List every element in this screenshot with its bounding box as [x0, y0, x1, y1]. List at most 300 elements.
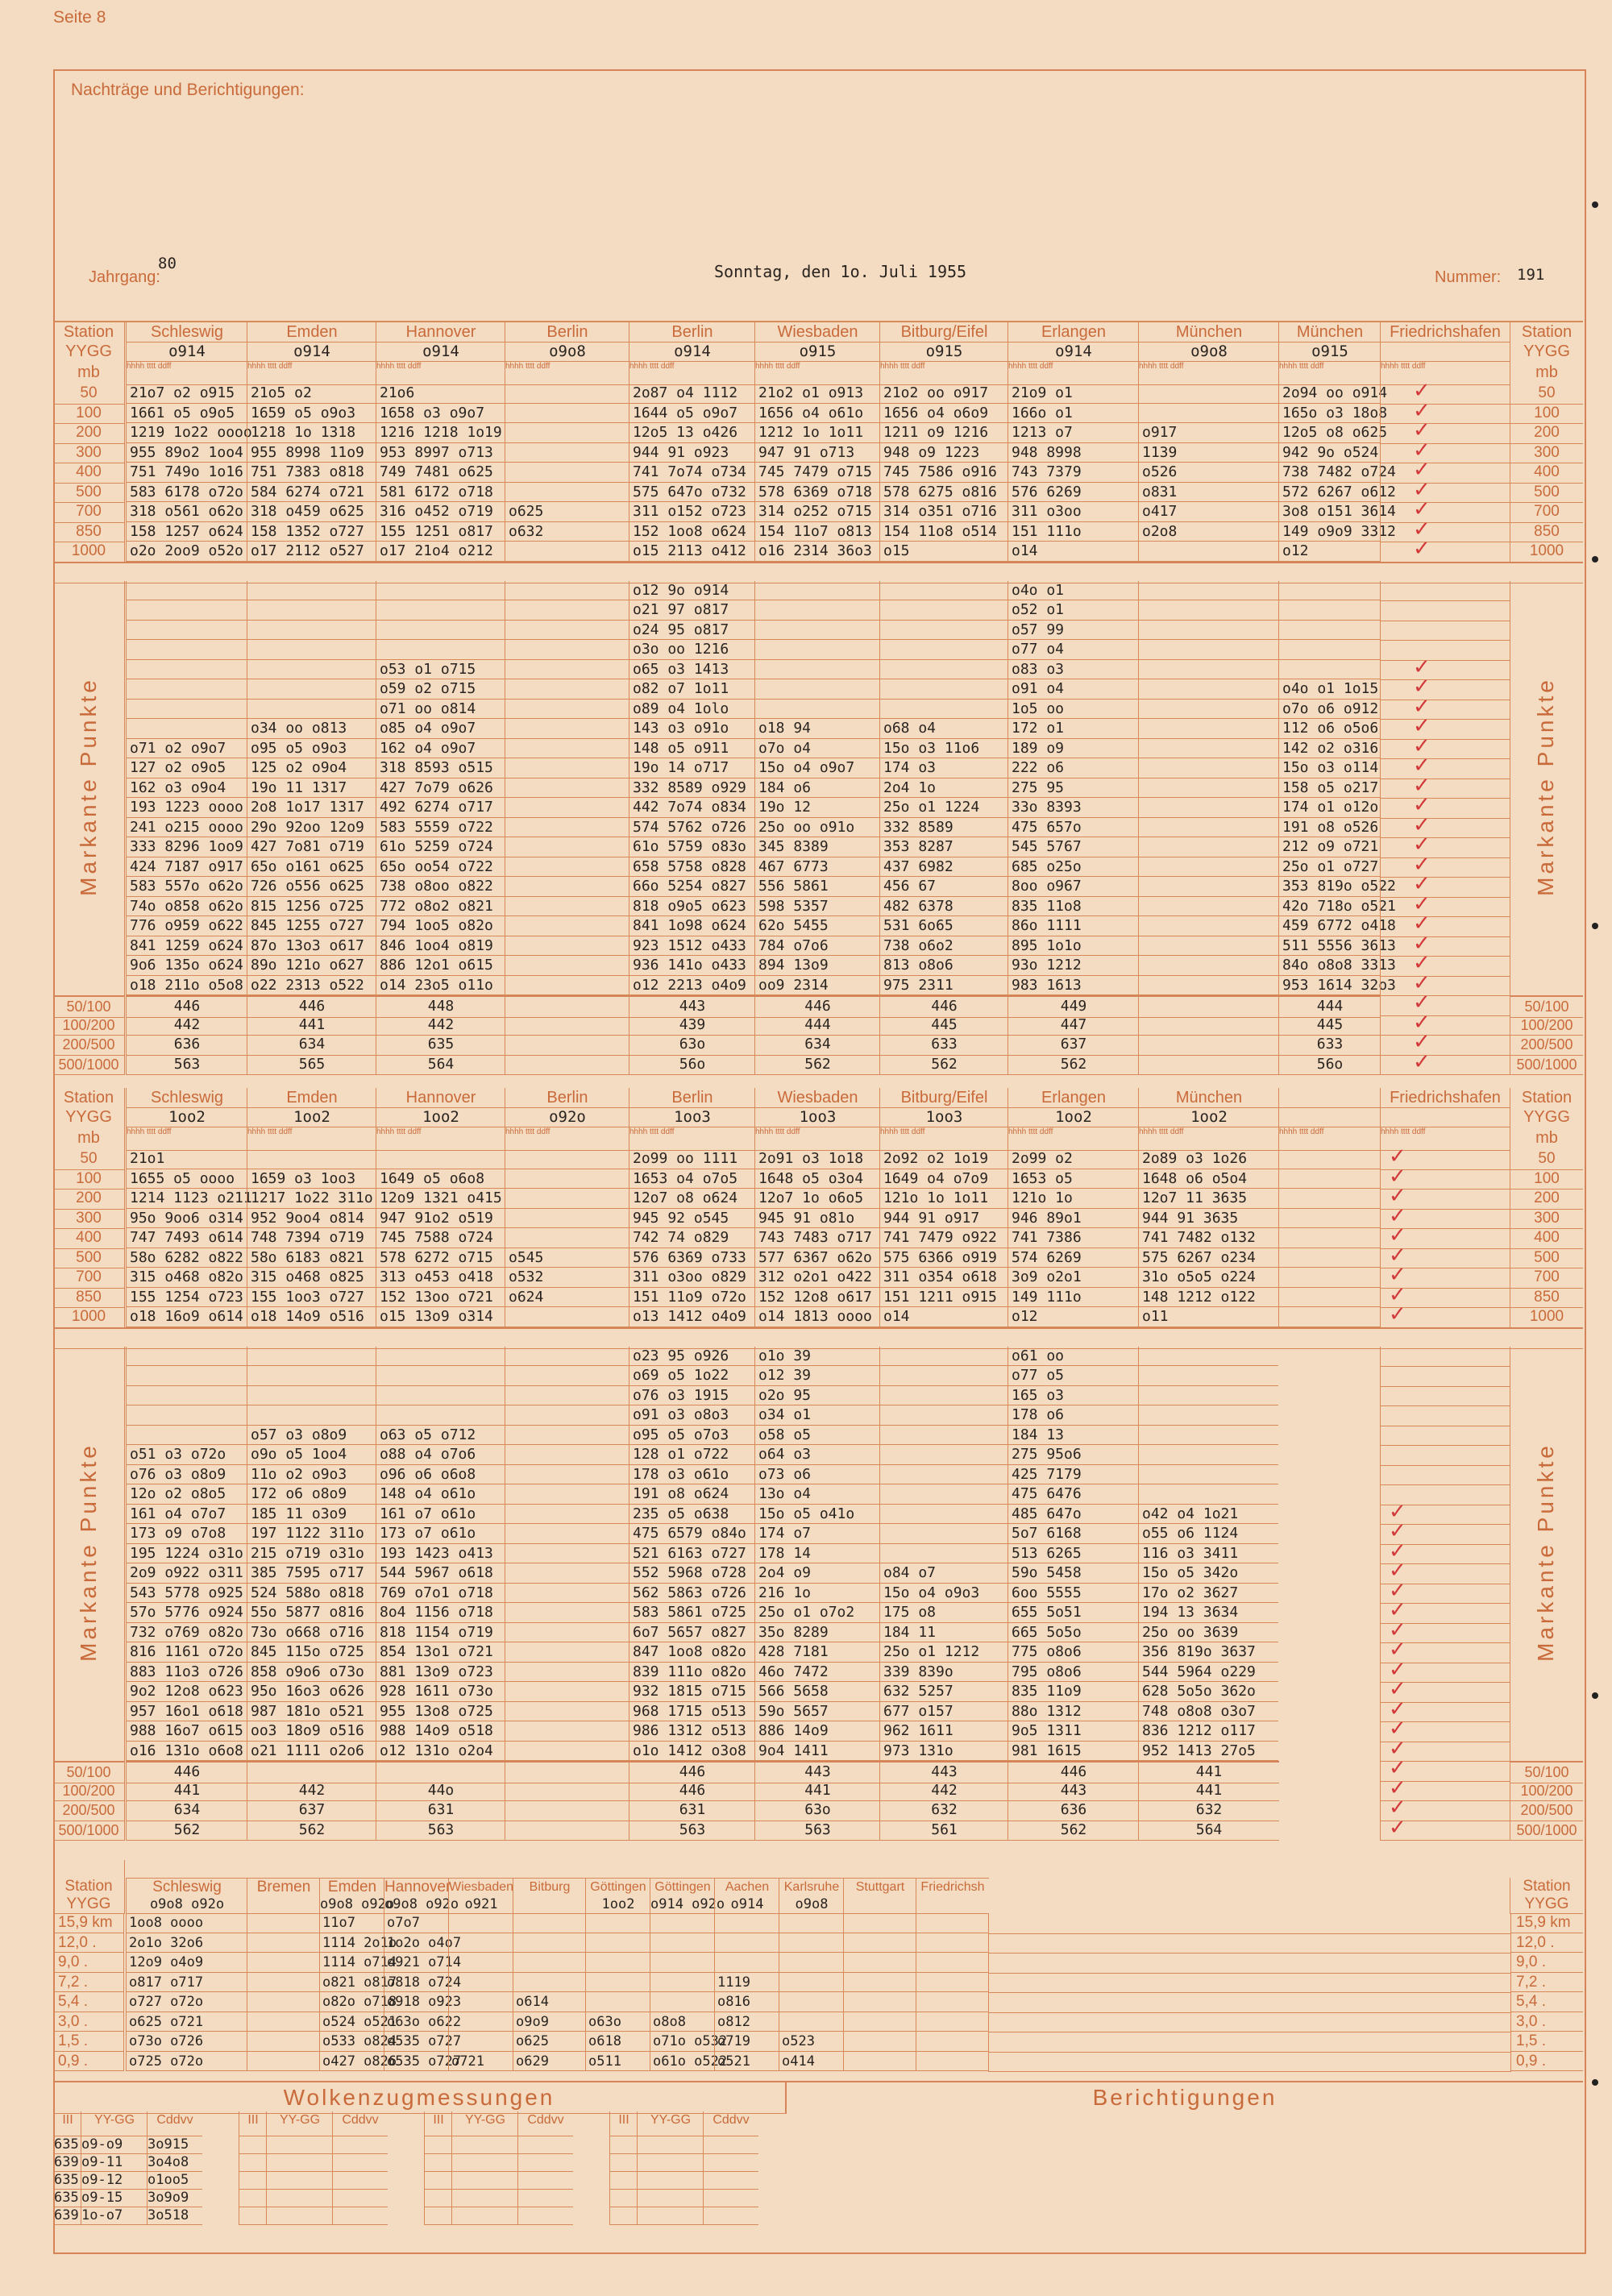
data-cell — [585, 1992, 650, 2012]
section-3 — [53, 1860, 1583, 2071]
section3-corner — [53, 1860, 125, 1878]
wolken-col-header: III — [609, 2111, 638, 2136]
data-cell — [505, 1149, 629, 1169]
nachtraege-label: Nachträge und Berichtigungen: — [71, 81, 305, 99]
markante-cell: 191 o8 o526 — [1278, 818, 1380, 838]
station-name: Friedrichshafen — [1380, 1088, 1510, 1108]
level-label: 5,4 . — [53, 1992, 124, 2012]
markante-cell: 936 141o o433 — [629, 956, 754, 976]
markante-cell: 13o o4 — [754, 1484, 879, 1505]
markante-left-box — [53, 1347, 125, 1762]
thickness-label-right: 500/1000 — [1510, 1055, 1583, 1076]
markante-cell: 29o 92oo 12o9 — [247, 818, 376, 838]
thickness-label: 500/1000 — [53, 1055, 125, 1076]
markante-cell: 2o4 o9 — [754, 1563, 879, 1584]
check-mark-icon: ✓ — [1389, 1756, 1406, 1780]
column-subheader: hhhh tttt ddff — [1278, 361, 1381, 385]
markante-cell — [754, 581, 879, 601]
data-cell: 738 7482 o724 — [1278, 463, 1380, 483]
check-mark-icon: ✓ — [1389, 1638, 1406, 1662]
markante-cell: 185 11 o3o9 — [247, 1505, 376, 1525]
markante-cell: 2o4 1o — [879, 778, 1008, 799]
column-subheader: hhhh tttt ddff — [247, 361, 376, 385]
column-subheader: hhhh tttt ddff — [1138, 361, 1279, 385]
thickness-label-right: 100/200 — [1510, 1015, 1583, 1036]
markante-cell: 15o o5 342o — [1138, 1563, 1278, 1584]
markante-cell — [754, 660, 879, 680]
markante-cell: 178 o3 o61o — [629, 1465, 754, 1485]
markante-cell — [1138, 758, 1278, 778]
wolken-cell — [609, 2136, 638, 2154]
thickness-cell: 563 — [126, 1055, 247, 1076]
thickness-cell: 634 — [247, 1035, 376, 1056]
data-cell — [916, 2052, 988, 2072]
markante-cell: 95o 16o3 o626 — [247, 1682, 376, 1702]
thickness-cell: 63o — [629, 1035, 755, 1056]
markante-cell: 748 o8o8 o3o7 — [1138, 1702, 1278, 1722]
data-cell — [585, 1953, 650, 1973]
station-name: Göttingen — [650, 1878, 715, 1896]
markante-cell — [1278, 581, 1380, 601]
friedrichshafen-cell — [1380, 832, 1510, 858]
data-cell: o82o o718 — [319, 1992, 384, 2012]
check-mark-icon: ✓ — [1389, 1717, 1406, 1741]
data-cell — [650, 1973, 714, 1993]
data-cell: 311 o354 o618 — [879, 1268, 1008, 1288]
markante-cell — [505, 1426, 629, 1446]
data-cell — [916, 1992, 988, 2012]
friedrichshafen-cell — [1380, 714, 1510, 740]
markante-cell: 815 1256 o725 — [247, 897, 376, 917]
data-cell — [843, 2012, 916, 2032]
empty-cell — [988, 1992, 1511, 2013]
empty-cell — [988, 2012, 1511, 2033]
friedrichshafen-cell — [1380, 621, 1510, 641]
section-1 — [53, 322, 1583, 1074]
wolken-cell — [424, 2153, 452, 2172]
markante-cell — [505, 956, 629, 976]
markante-cell — [376, 1405, 505, 1426]
data-cell: 2o1o 32o6 — [126, 1933, 247, 1953]
jahrgang-label: Jahrgang: — [89, 268, 160, 286]
level-label: 0,9 . — [53, 2052, 124, 2072]
markante-cell — [1138, 1366, 1278, 1386]
friedrichshafen-cell — [1380, 517, 1510, 543]
markante-cell: 59o 5657 — [754, 1702, 879, 1722]
markante-cell — [754, 600, 879, 621]
friedrichshafen-cell — [1380, 581, 1510, 602]
pressure-level: 300 — [53, 443, 125, 464]
data-cell: o14 — [1008, 542, 1138, 562]
data-cell — [1278, 1268, 1380, 1288]
thickness-cell — [1138, 1055, 1279, 1076]
markante-cell — [1278, 640, 1380, 660]
thickness-cell: 633 — [879, 1035, 1008, 1056]
markante-cell: 175 o8 — [879, 1603, 1008, 1623]
empty-cell — [988, 2052, 1511, 2073]
data-cell — [779, 1953, 843, 1973]
markante-cell — [879, 1505, 1008, 1525]
wolken-cell — [637, 2207, 704, 2225]
thickness-cell — [505, 1800, 629, 1821]
markante-cell: 9o4 1411 — [754, 1742, 879, 1762]
data-cell: 944 91 o917 — [879, 1209, 1008, 1229]
data-cell: 1661 o5 o9o5 — [126, 404, 247, 424]
markante-cell — [1138, 1347, 1278, 1367]
markante-cell: 854 13o1 o721 — [376, 1642, 505, 1663]
markante-cell: 886 12o1 o615 — [376, 956, 505, 976]
markante-cell — [376, 581, 505, 601]
markante-cell — [247, 581, 376, 601]
markante-cell — [1138, 739, 1278, 759]
markante-cell — [126, 581, 247, 601]
thickness-cell: 636 — [126, 1035, 247, 1056]
data-cell: o632 — [505, 522, 629, 542]
data-cell — [505, 1169, 629, 1190]
markante-cell — [505, 1505, 629, 1525]
markante-cell — [505, 936, 629, 957]
friedrichshafen-cell — [1380, 931, 1510, 957]
station-name: München — [1138, 322, 1279, 343]
obs-time: 1oo2 — [1138, 1107, 1279, 1127]
level-label: 1,5 . — [53, 2032, 124, 2052]
markante-cell: 845 115o o725 — [247, 1642, 376, 1663]
markante-cell — [1138, 679, 1278, 700]
wolken-col-header: YY-GG — [81, 2111, 147, 2136]
markante-cell: o77 o5 — [1008, 1366, 1138, 1386]
obs-time: o9o8 — [779, 1895, 844, 1914]
markante-cell: 981 1615 — [1008, 1742, 1138, 1762]
markante-cell: 25o oo o91o — [754, 818, 879, 838]
markante-cell — [505, 1366, 629, 1386]
thickness-cell: 637 — [247, 1800, 376, 1821]
data-cell — [843, 1913, 916, 1933]
level-label-right: 3,0 . — [1510, 2012, 1583, 2032]
data-cell — [505, 542, 629, 562]
friedrichshafen-cell — [1380, 398, 1510, 425]
markante-cell — [247, 621, 376, 641]
obs-time: o9o8 o92o — [320, 1896, 395, 1912]
level-label-right: 15,9 km — [1510, 1913, 1583, 1933]
data-cell: o2o 2oo9 o52o — [126, 542, 247, 562]
pressure-level: 50 — [53, 1149, 125, 1170]
friedrichshafen-cell — [1380, 1386, 1510, 1407]
data-cell: o11 — [1138, 1307, 1278, 1327]
pressure-level-right: 1000 — [1510, 542, 1583, 563]
data-cell — [779, 1992, 843, 2012]
data-cell: 149 o9o9 3312 — [1278, 522, 1380, 542]
check-mark-icon: ✓ — [1413, 733, 1431, 758]
markante-cell: 881 13o9 o723 — [376, 1663, 505, 1683]
data-cell: 741 7482 o132 — [1138, 1228, 1278, 1248]
markante-cell: 191 o8 o624 — [629, 1484, 754, 1505]
markante-cell — [879, 700, 1008, 720]
wolken-cell — [332, 2189, 388, 2207]
wolken-cell — [239, 2136, 267, 2154]
data-cell: 154 11o8 o514 — [879, 522, 1008, 542]
wolken-cell — [517, 2153, 573, 2172]
markante-cell: 655 5o51 — [1008, 1603, 1138, 1623]
thickness-cell: 632 — [879, 1800, 1008, 1821]
wolken-cell — [424, 2136, 452, 2154]
markante-cell: 543 5778 o925 — [126, 1584, 247, 1604]
markante-cell: 172 o1 — [1008, 719, 1138, 739]
markante-label-right: Markante Punkte — [1533, 1442, 1558, 1662]
markante-cell: 835 11o8 — [1008, 897, 1138, 917]
markante-cell: o89 o4 1olo — [629, 700, 754, 720]
markante-cell: 65o o161 o625 — [247, 857, 376, 878]
data-cell — [448, 1973, 513, 1993]
markante-cell: 174 o1 o12o — [1278, 798, 1380, 818]
thickness-cell — [1138, 1015, 1279, 1036]
data-cell: 748 7394 o719 — [247, 1228, 376, 1248]
check-mark-icon: ✓ — [1413, 458, 1431, 482]
data-cell: o629 — [513, 2052, 585, 2072]
station-label: Station — [53, 1088, 125, 1107]
data-cell — [513, 1973, 585, 1993]
obs-time: o914 — [376, 342, 505, 361]
data-cell: 11o7 — [319, 1913, 384, 1933]
markante-cell — [879, 1347, 1008, 1367]
obs-time: o9o8 — [1138, 342, 1279, 361]
pressure-level-right: 50 — [1510, 1149, 1583, 1170]
nummer-value: 191 — [1517, 266, 1545, 284]
markante-cell: 685 o25o — [1008, 857, 1138, 878]
data-cell: 154 11o7 o813 — [754, 522, 879, 542]
markante-header-band — [53, 562, 1583, 583]
pressure-level-right: 700 — [1510, 502, 1583, 523]
pressure-level: 500 — [53, 483, 125, 504]
column-subheader: hhhh tttt ddff — [879, 361, 1008, 385]
obs-time — [1380, 342, 1510, 361]
markante-cell: o61 oo — [1008, 1347, 1138, 1367]
markante-cell: 492 6274 o717 — [376, 798, 505, 818]
station-label-right: Station — [1510, 1088, 1583, 1107]
markante-cell: 158 o5 o217 — [1278, 778, 1380, 799]
data-cell: 947 91o2 o519 — [376, 1209, 505, 1229]
markante-cell — [1138, 778, 1278, 799]
markante-cell — [505, 700, 629, 720]
wolken-col-header: YY-GG — [266, 2111, 333, 2136]
station-name: Schleswig — [126, 1878, 247, 1896]
wolken-cell — [332, 2136, 388, 2154]
data-cell — [916, 1933, 988, 1953]
markante-cell: o1o 39 — [754, 1347, 879, 1367]
markante-cell: 193 1423 o413 — [376, 1544, 505, 1564]
data-cell: 1649 o4 o7o9 — [879, 1169, 1008, 1190]
check-mark-icon: ✓ — [1413, 477, 1431, 502]
data-cell: o12 — [1278, 542, 1380, 562]
pressure-level: 500 — [53, 1248, 125, 1269]
data-cell: o15 2113 o412 — [629, 542, 754, 562]
data-cell: 743 7483 o717 — [754, 1228, 879, 1248]
obs-time — [247, 1895, 320, 1914]
data-cell: 12o9 o4o9 — [126, 1953, 247, 1973]
data-cell: o816 — [714, 1992, 779, 2012]
markante-cell — [1138, 798, 1278, 818]
markante-cell — [126, 1366, 247, 1386]
markante-right-box — [1510, 581, 1583, 996]
data-cell: o15 13o9 o314 — [376, 1307, 505, 1327]
markante-cell — [505, 818, 629, 838]
markante-cell: 437 6982 — [879, 857, 1008, 878]
markante-cell: o14 23o5 o11o — [376, 976, 505, 996]
wolken-cell — [517, 2189, 573, 2207]
markante-cell — [1138, 837, 1278, 857]
markante-cell — [1138, 897, 1278, 917]
markante-cell: 772 o8o2 o821 — [376, 897, 505, 917]
markante-cell: 928 1611 o73o — [376, 1682, 505, 1702]
data-cell: o427 o826 — [319, 2052, 384, 2072]
thickness-cell: 439 — [629, 1015, 755, 1036]
wolken-cell — [424, 2207, 452, 2225]
wolken-cell — [637, 2136, 704, 2154]
markante-cell: 839 111o o82o — [629, 1663, 754, 1683]
markante-cell: o76 o3 o8o9 — [126, 1465, 247, 1485]
data-cell: o524 o521 — [319, 2012, 384, 2032]
data-cell: 952 9oo4 o814 — [247, 1209, 376, 1229]
markante-cell: 923 1512 o433 — [629, 936, 754, 957]
yygg-label-right: YYGG — [1510, 1895, 1583, 1914]
markante-cell: 174 o7 — [754, 1524, 879, 1544]
markante-cell — [126, 700, 247, 720]
markante-cell — [126, 660, 247, 680]
obs-time: 1oo2 — [585, 1895, 650, 1914]
friedrichshafen-cell — [1380, 379, 1510, 405]
markante-cell: o16 131o o6o8 — [126, 1742, 247, 1762]
markante-cell: 275 95 — [1008, 778, 1138, 799]
markante-cell — [1138, 956, 1278, 976]
markante-cell: 962 1611 — [879, 1721, 1008, 1742]
markante-cell — [754, 679, 879, 700]
data-cell: 318 o561 o62o — [126, 502, 247, 522]
thickness-cell — [505, 1055, 629, 1076]
markante-cell — [879, 679, 1008, 700]
markante-cell: o95 o5 o9o3 — [247, 739, 376, 759]
thickness-cell: 445 — [1278, 1015, 1381, 1036]
level-label: 15,9 km — [53, 1913, 124, 1933]
check-mark-icon: ✓ — [1389, 1519, 1406, 1543]
station-name: Wiesbaden — [754, 322, 880, 343]
thickness-cell — [505, 1015, 629, 1036]
data-cell: 581 6172 o718 — [376, 483, 505, 503]
data-cell: 121o 1o 1o11 — [879, 1189, 1008, 1209]
check-mark-icon: ✓ — [1389, 1578, 1406, 1603]
friedrichshafen-cell — [1380, 1347, 1510, 1368]
thickness-cell — [505, 1035, 629, 1056]
markante-cell — [247, 600, 376, 621]
markante-cell: 932 1815 o715 — [629, 1682, 754, 1702]
markante-header-band — [53, 1327, 1583, 1349]
wolken-col-header: Cddvv — [517, 2111, 573, 2136]
markante-cell: o68 o4 — [879, 719, 1008, 739]
pressure-level-right: 850 — [1510, 1288, 1583, 1309]
markante-cell: 846 1oo4 o819 — [376, 936, 505, 957]
wolken-cell — [609, 2189, 638, 2207]
thickness-cell: 441 — [754, 1781, 880, 1802]
markante-cell: 339 839o — [879, 1663, 1008, 1683]
markante-cell: 222 o6 — [1008, 758, 1138, 778]
station-name: München — [1278, 322, 1381, 343]
check-mark-icon: ✓ — [1413, 891, 1431, 916]
markante-cell: o73 o6 — [754, 1465, 879, 1485]
markante-cell: 556 5861 — [754, 877, 879, 897]
data-cell: o817 o717 — [126, 1973, 247, 1993]
markante-cell — [376, 1347, 505, 1367]
thickness-cell: 633 — [1278, 1035, 1381, 1056]
markante-cell: 143 o3 o91o — [629, 719, 754, 739]
markante-cell — [505, 1445, 629, 1465]
thickness-cell: 631 — [629, 1800, 755, 1821]
markante-cell: 235 o5 o638 — [629, 1505, 754, 1525]
level-label: 7,2 . — [53, 1973, 124, 1993]
markante-cell: 813 o8o6 — [879, 956, 1008, 976]
markante-cell: 356 819o 3637 — [1138, 1642, 1278, 1663]
wolken-cell: o9-12 — [81, 2171, 147, 2190]
markante-cell: 2o8 1o17 1317 — [247, 798, 376, 818]
markante-cell — [1138, 877, 1278, 897]
wolken-cell — [517, 2136, 573, 2154]
markante-cell — [879, 1484, 1008, 1505]
pressure-level: 700 — [53, 1268, 125, 1289]
markante-cell: 732 o769 o82o — [126, 1623, 247, 1643]
friedrichshafen-cell — [1380, 773, 1510, 799]
markante-cell: o4o o1 — [1008, 581, 1138, 601]
wolken-cell — [239, 2207, 267, 2225]
markante-cell: o88 o4 o7o6 — [376, 1445, 505, 1465]
markante-cell — [247, 1347, 376, 1367]
friedrichshafen-cell — [1380, 537, 1510, 563]
markante-cell: o3o oo 1216 — [629, 640, 754, 660]
station-name: Emden — [319, 1878, 384, 1896]
friedrichshafen-cell — [1380, 1445, 1510, 1466]
check-mark-icon: ✓ — [1413, 1030, 1431, 1054]
markante-cell — [505, 1524, 629, 1544]
wolken-cell — [451, 2171, 518, 2190]
markante-cell: 174 o3 — [879, 758, 1008, 778]
station-name: Wiesbaden — [754, 1088, 880, 1108]
wolken-cell: 635 — [53, 2171, 81, 2190]
markante-cell: o58 o5 — [754, 1426, 879, 1446]
check-mark-icon: ✓ — [1389, 1538, 1406, 1563]
friedrichshafen-cell — [1380, 1010, 1510, 1036]
data-cell — [247, 1149, 376, 1169]
data-cell — [247, 2012, 319, 2032]
data-cell: o917 — [1138, 423, 1278, 443]
markante-cell: 425 7179 — [1008, 1465, 1138, 1485]
thickness-label-right: 100/200 — [1510, 1781, 1583, 1802]
data-cell: o9o9 — [513, 2012, 585, 2032]
data-cell — [585, 1913, 650, 1933]
empty-cell — [988, 1933, 1511, 1954]
data-cell: 745 7479 o715 — [754, 463, 879, 483]
column-subheader: hhhh tttt ddff — [1138, 1127, 1279, 1151]
thickness-cell: 56o — [629, 1055, 755, 1076]
data-cell: 942 9o o524 — [1278, 443, 1380, 463]
markante-cell: 968 1715 o513 — [629, 1702, 754, 1722]
data-cell — [916, 2012, 988, 2032]
data-cell: 2o87 o4 1112 — [629, 384, 754, 404]
markante-cell: o23 95 o926 — [629, 1347, 754, 1367]
friedrichshafen-cell — [1380, 872, 1510, 898]
check-mark-icon: ✓ — [1389, 1263, 1406, 1287]
markante-cell — [1138, 916, 1278, 936]
wolken-cell — [517, 2171, 573, 2190]
markante-cell — [879, 581, 1008, 601]
data-cell — [714, 1933, 779, 1953]
markante-cell: o53 o1 o715 — [376, 660, 505, 680]
friedrichshafen-cell — [1380, 990, 1510, 1016]
